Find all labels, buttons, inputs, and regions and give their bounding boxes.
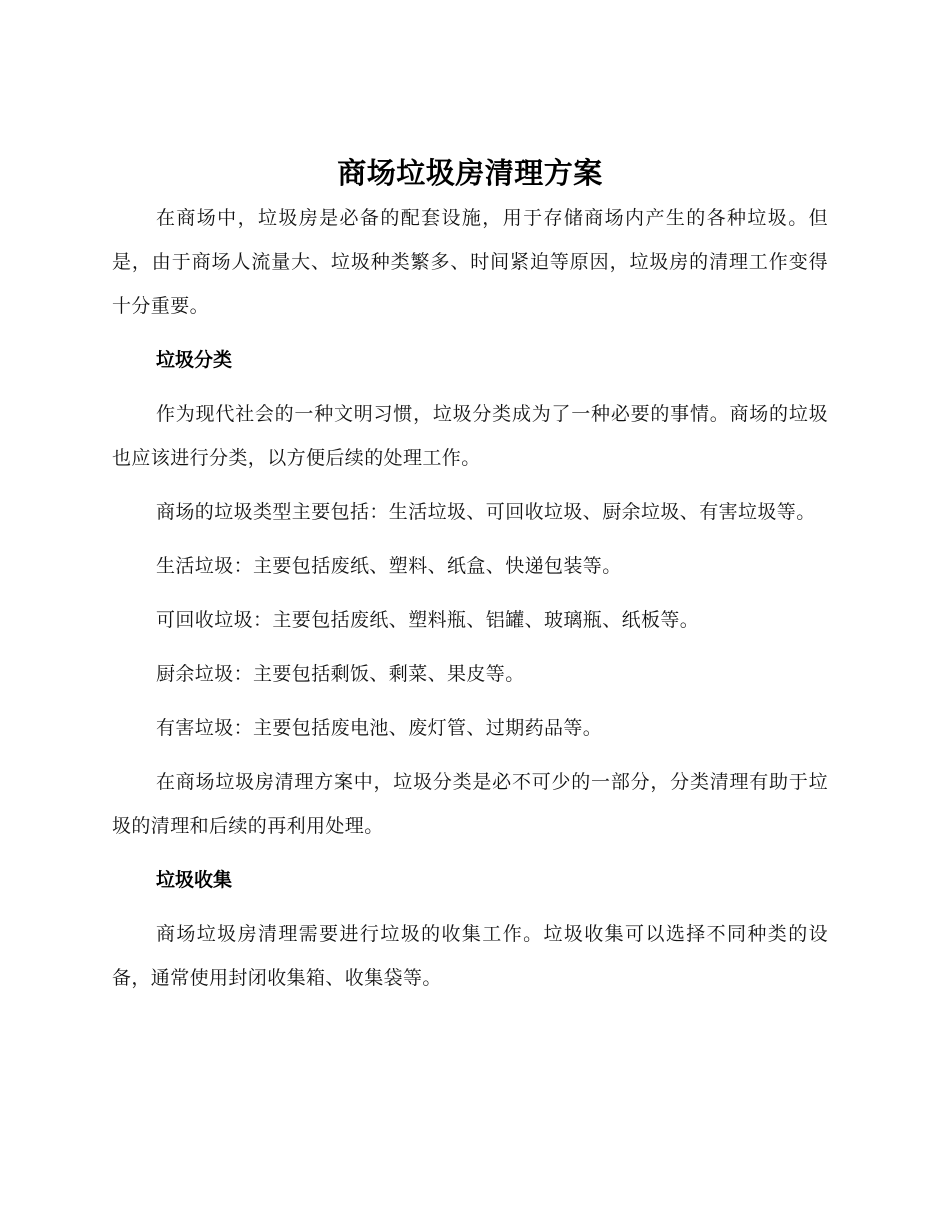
paragraph-household-waste: 生活垃圾：主要包括废纸、塑料、纸盒、快递包装等。 (156, 555, 622, 577)
section-heading-collection: 垃圾收集 (156, 869, 233, 891)
paragraph-recyclable-waste: 可回收垃圾：主要包括废纸、塑料瓶、铝罐、玻璃瓶、纸板等。 (156, 609, 700, 631)
intro-paragraph: 在商场中，垃圾房是必备的配套设施，用于存储商场内产生的各种垃圾。但是，由于商场人流量大、垃圾种类繁多、时间紧迫等原因，垃圾房的清理工作变得十分重要。 (112, 207, 828, 317)
paragraph-waste-types: 商场的垃圾类型主要包括：生活垃圾、可回收垃圾、厨余垃圾、有害垃圾等。 (156, 501, 816, 523)
paragraph-classification-intro: 作为现代社会的一种文明习惯，垃圾分类成为了一种必要的事情。商场的垃圾也应该进行分类，以方便后续的处理工作。 (112, 403, 828, 469)
paragraph-hazardous-waste: 有害垃圾：主要包括废电池、废灯管、过期药品等。 (156, 717, 603, 739)
section-heading-classification: 垃圾分类 (156, 349, 233, 371)
paragraph-classification-summary: 在商场垃圾房清理方案中，垃圾分类是必不可少的一部分，分类清理有助于垃圾的清理和后续的再利用处理。 (112, 771, 828, 837)
paragraph-kitchen-waste: 厨余垃圾：主要包括剩饭、剩菜、果皮等。 (156, 663, 525, 685)
document-title: 商场垃圾房清理方案 (337, 156, 603, 190)
paragraph-collection: 商场垃圾房清理需要进行垃圾的收集工作。垃圾收集可以选择不同种类的设备，通常使用封闭收集箱、收集袋等。 (112, 923, 828, 989)
